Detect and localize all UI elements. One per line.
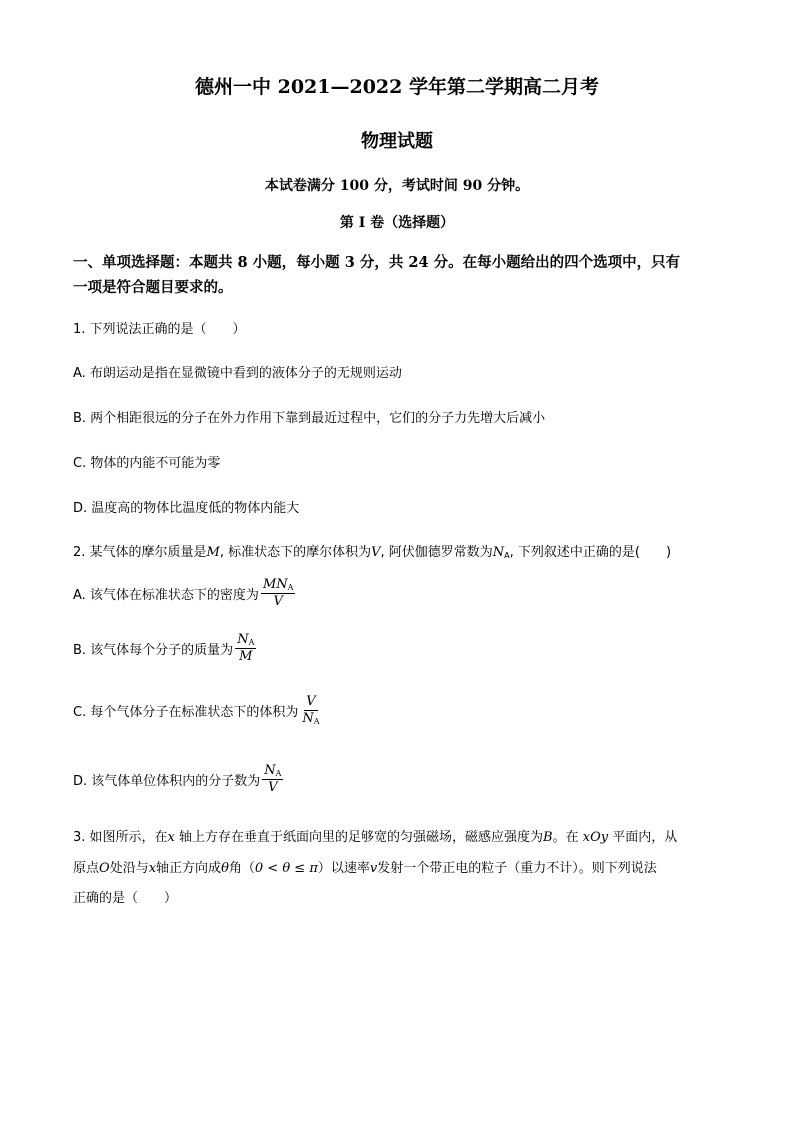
q2-option-a-label: A. 该气体在标准状态下的密度为	[73, 588, 259, 604]
q2-option-b-fraction	[235, 633, 256, 665]
subject-title: 物理试题	[361, 131, 433, 152]
fraction-denominator-sub: A	[313, 717, 320, 727]
q2-stem-d: , 下列叙述中正确的是( )	[509, 545, 672, 560]
q3-line2-b: 处沿与	[109, 861, 149, 876]
q2-option-a	[73, 578, 295, 610]
fraction-denominator: V	[273, 594, 283, 610]
q2-option-c-label: C. 每个气体分子在标准状态下的体积为	[73, 705, 299, 721]
section-heading-line2: 一项是符合题目要求的。	[73, 279, 233, 296]
q3-line2-f: 发射一个带正电的粒子（重力不计）。则下列说法	[377, 861, 657, 876]
q3-line3: 正确的是（ ）	[73, 891, 178, 906]
q3-line2-a: 原点	[73, 861, 100, 876]
fraction-numerator-sub: A	[275, 769, 282, 778]
q3-var-x2: x	[148, 861, 157, 876]
q2-var-v: V	[371, 545, 381, 560]
q3-var-theta: θ	[221, 861, 229, 876]
page-title: 德州一中 2021—2022 学年第二学期高二月考	[195, 76, 599, 98]
q3-line1	[73, 826, 677, 845]
q3-line1-a: 3. 如图所示，在	[73, 830, 168, 845]
fraction-numerator: N	[237, 632, 249, 647]
q1-option-d: D. 温度高的物体比温度低的物体内能大	[73, 501, 300, 516]
q2-option-c	[73, 695, 322, 727]
q2-var-m: M	[206, 545, 220, 560]
q3-line1-b: 轴上方存在垂直于纸面向里的足够宽的匀强磁场，磁感应强度为	[174, 830, 544, 845]
fraction-numerator: V	[306, 694, 316, 709]
q2-option-d-fraction	[262, 764, 283, 796]
q3-var-xoy: xOy	[582, 830, 609, 845]
volume-title: 第 I 卷（选择题）	[339, 215, 455, 231]
q3-line2-e: ）以速率	[317, 861, 370, 876]
q2-var-n: N	[492, 545, 505, 560]
q3-line2	[73, 857, 657, 876]
q3-var-v: v	[369, 861, 378, 876]
exam-info: 本试卷满分 100 分，考试时间 90 分钟。	[264, 178, 530, 194]
q3-line2-c: 轴正方向成	[156, 861, 222, 876]
q2-option-d-label: D. 该气体单位体积内的分子数为	[73, 774, 261, 790]
q1-stem: 1. 下列说法正确的是（ ）	[73, 322, 246, 337]
section-heading-line1: 一、单项选择题：本题共 8 小题，每小题 3 分，共 24 分。在每小题给出的四个选项中，只有	[73, 254, 681, 271]
q3-var-x: x	[167, 830, 175, 845]
q2-stem-a: 2. 某气体的摩尔质量是	[73, 545, 207, 560]
q2-sub-a: A	[504, 551, 510, 560]
q2-option-b-label: B. 该气体每个分子的质量为	[73, 643, 234, 659]
q1-option-b: B. 两个相距很远的分子在外力作用下靠到最近过程中，它们的分子力先增大后减小	[73, 411, 546, 426]
fraction-numerator: N	[264, 763, 276, 778]
q3-line1-c: 。在	[552, 830, 583, 845]
q3-var-o: O	[99, 861, 110, 876]
q2-stem-b: , 标准状态下的摩尔体积为	[219, 545, 372, 560]
q2-stem-c: , 阿伏伽德罗常数为	[380, 545, 493, 560]
q1-option-a: A. 布朗运动是指在显微镜中看到的液体分子的无规则运动	[73, 366, 402, 381]
q3-line2-d: 角（	[228, 861, 255, 876]
q3-angle-range: 0 < θ ≤ π	[254, 861, 318, 876]
fraction-denominator: N	[302, 711, 314, 727]
fraction-numerator-sub: A	[287, 583, 294, 592]
q1-option-c: C. 物体的内能不可能为零	[73, 456, 221, 471]
q2-option-d	[73, 764, 283, 796]
q3-line1-d: 平面内，从	[608, 830, 678, 845]
q2-option-a-fraction	[261, 578, 295, 610]
fraction-numerator: MN	[262, 577, 288, 592]
fraction-numerator-sub: A	[248, 638, 255, 647]
q3-var-b: B	[543, 830, 553, 845]
fraction-denominator: M	[239, 649, 253, 665]
q2-stem	[73, 541, 671, 560]
q2-option-c-fraction	[300, 695, 321, 727]
q2-option-b	[73, 633, 256, 665]
fraction-denominator: V	[268, 780, 278, 796]
